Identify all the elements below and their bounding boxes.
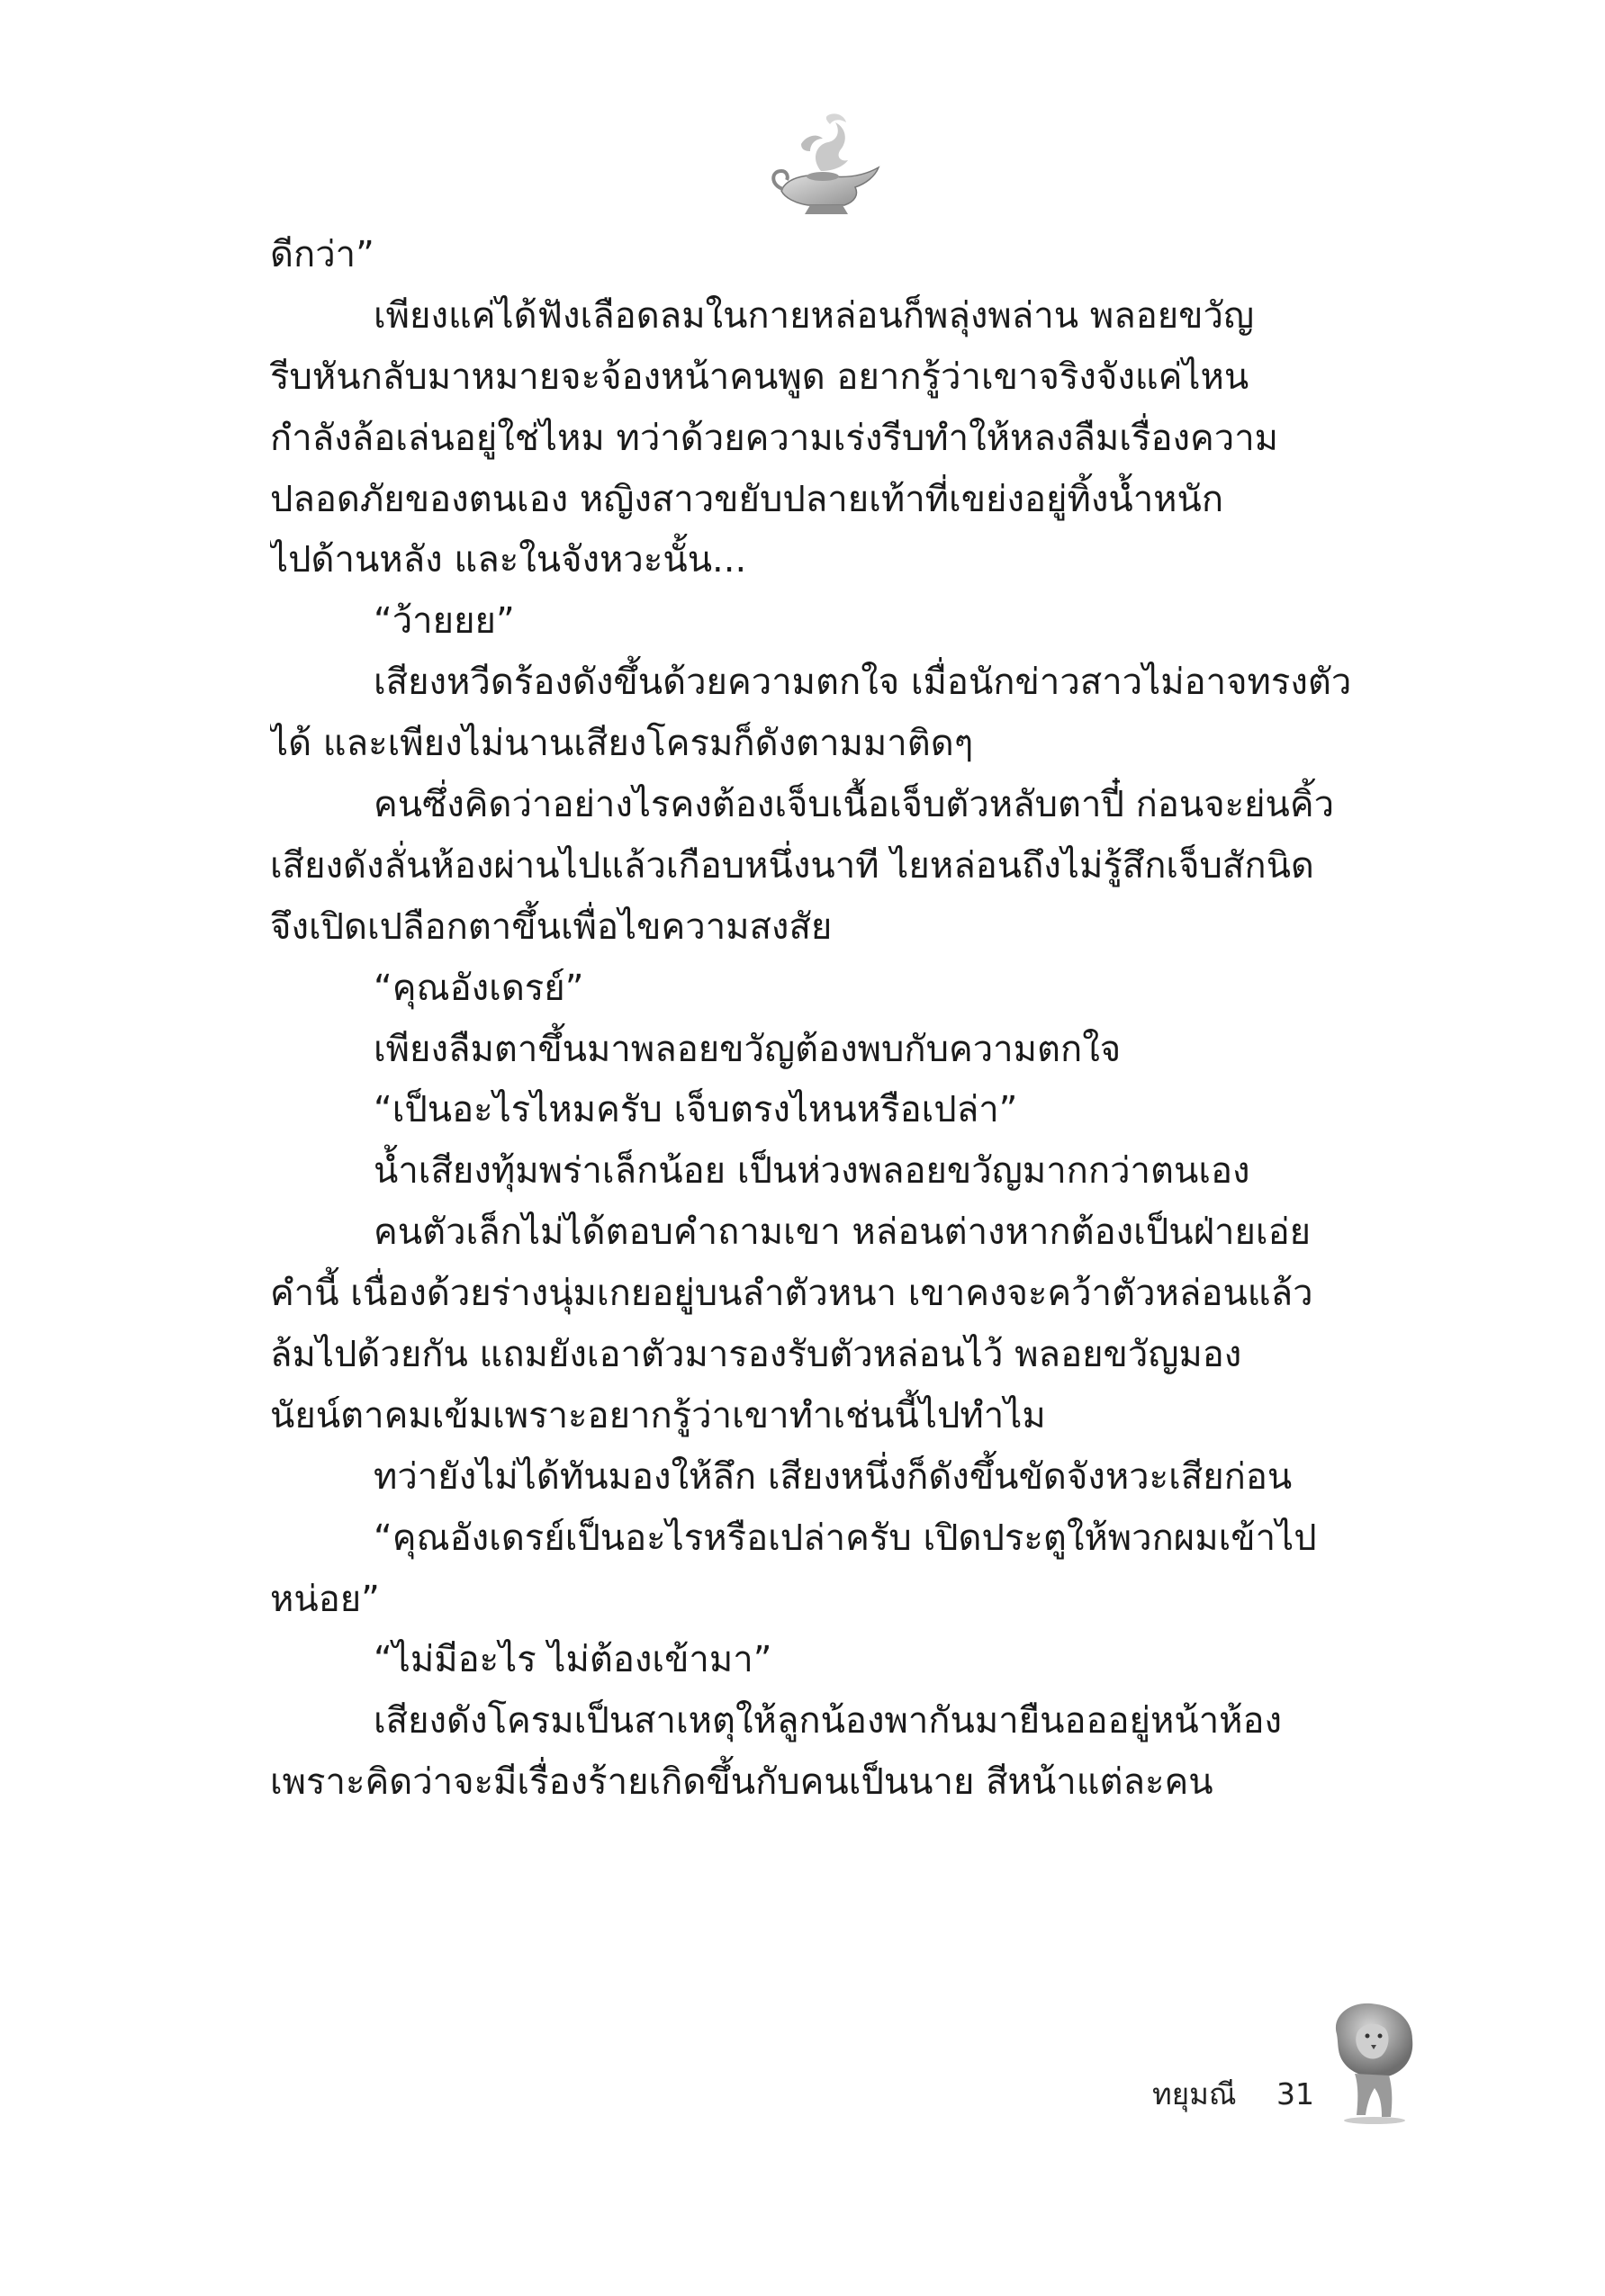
text-line: ได้ และเพียงไม่นานเสียงโครมก็ดังตามมาติดๆ: [270, 723, 974, 765]
text-line: “ว้ายยย”: [374, 600, 515, 643]
genie-lamp-icon: [765, 108, 891, 225]
text-line: “คุณอังเดรย์เป็นอะไรหรือเปล่าครับ เปิดประตูให้พวกผมเข้าไป: [374, 1517, 1317, 1559]
lion-icon: [1319, 1998, 1431, 2129]
body-text: [270, 225, 1404, 1814]
text-line: ไปด้านหลัง และในจังหวะนั้น...: [270, 539, 747, 581]
text-line: เสียงหวีดร้องดังขึ้นด้วยความตกใจ เมื่อนักข่าวสาวไม่อาจทรงตัว: [374, 662, 1352, 704]
page-footer: [1152, 2070, 1314, 2118]
text-line: “เป็นอะไรไหมครับ เจ็บตรงไหนหรือเปล่า”: [374, 1089, 1018, 1131]
text-line: คำนี้ เนื่องด้วยร่างนุ่มเกยอยู่บนลำตัวหนา เขาคงจะคว้าตัวหล่อนแล้ว: [270, 1273, 1313, 1315]
text-line: เสียงดังโครมเป็นสาเหตุให้ลูกน้องพากันมายืนอออยู่หน้าห้อง: [374, 1700, 1283, 1742]
text-line: น้ำเสียงทุ้มพร่าเล็กน้อย เป็นห่วงพลอยขวัญมากกว่าตนเอง: [374, 1150, 1250, 1193]
text-line: จึงเปิดเปลือกตาขึ้นเพื่อไขความสงสัย: [270, 905, 833, 948]
text-line: “คุณอังเดรย์”: [374, 967, 584, 1009]
text-line: ปลอดภัยของตนเอง หญิงสาวขยับปลายเท้าที่เขย่งอยู่ทิ้งน้ำหนัก: [270, 478, 1224, 520]
book-title: ทยุมณี: [1152, 2076, 1237, 2111]
text-line: เพียงลืมตาขึ้นมาพลอยขวัญต้องพบกับความตกใจ: [374, 1028, 1122, 1070]
text-line: ทว่ายังไม่ได้ทันมองให้ลึก เสียงหนึ่งก็ดังขึ้นขัดจังหวะเสียก่อน: [374, 1455, 1293, 1498]
text-line: เสียงดังลั่นห้องผ่านไปแล้วเกือบหนึ่งนาที ไยหล่อนถึงไม่รู้สึกเจ็บสักนิด: [270, 844, 1314, 887]
text-line: เพราะคิดว่าจะมีเรื่องร้ายเกิดขึ้นกับคนเป็นนาย สีหน้าแต่ละคน: [270, 1761, 1213, 1804]
text-line: นัยน์ตาคมเข้มเพราะอยากรู้ว่าเขาทำเช่นนี้ไปทำไม: [270, 1394, 1046, 1436]
text-line: เพียงแค่ได้ฟังเลือดลมในกายหล่อนก็พลุ่งพล่าน พลอยขวัญ: [374, 294, 1255, 337]
page-number: 31: [1276, 2076, 1314, 2111]
text-line: หน่อย”: [270, 1578, 380, 1620]
text-line: กำลังล้อเล่นอยู่ใช่ไหม ทว่าด้วยความเร่งรีบทำให้หลงลืมเรื่องความ: [270, 417, 1279, 459]
text-line: “ไม่มีอะไร ไม่ต้องเข้ามา”: [374, 1639, 772, 1681]
text-line: คนซึ่งคิดว่าอย่างไรคงต้องเจ็บเนื้อเจ็บตัวหลับตาปี๋ ก่อนจะย่นคิ้ว: [374, 784, 1335, 826]
text-line: รีบหันกลับมาหมายจะจ้องหน้าคนพูด อยากรู้ว่าเขาจริงจังแค่ไหน: [270, 356, 1249, 398]
text-line: คนตัวเล็กไม่ได้ตอบคำถามเขา หล่อนต่างหากต้องเป็นฝ่ายเอ่ย: [374, 1211, 1312, 1254]
text-line: ดีกว่า”: [270, 234, 374, 275]
text-line: ล้มไปด้วยกัน แถมยังเอาตัวมารองรับตัวหล่อนไว้ พลอยขวัญมอง: [270, 1334, 1242, 1376]
